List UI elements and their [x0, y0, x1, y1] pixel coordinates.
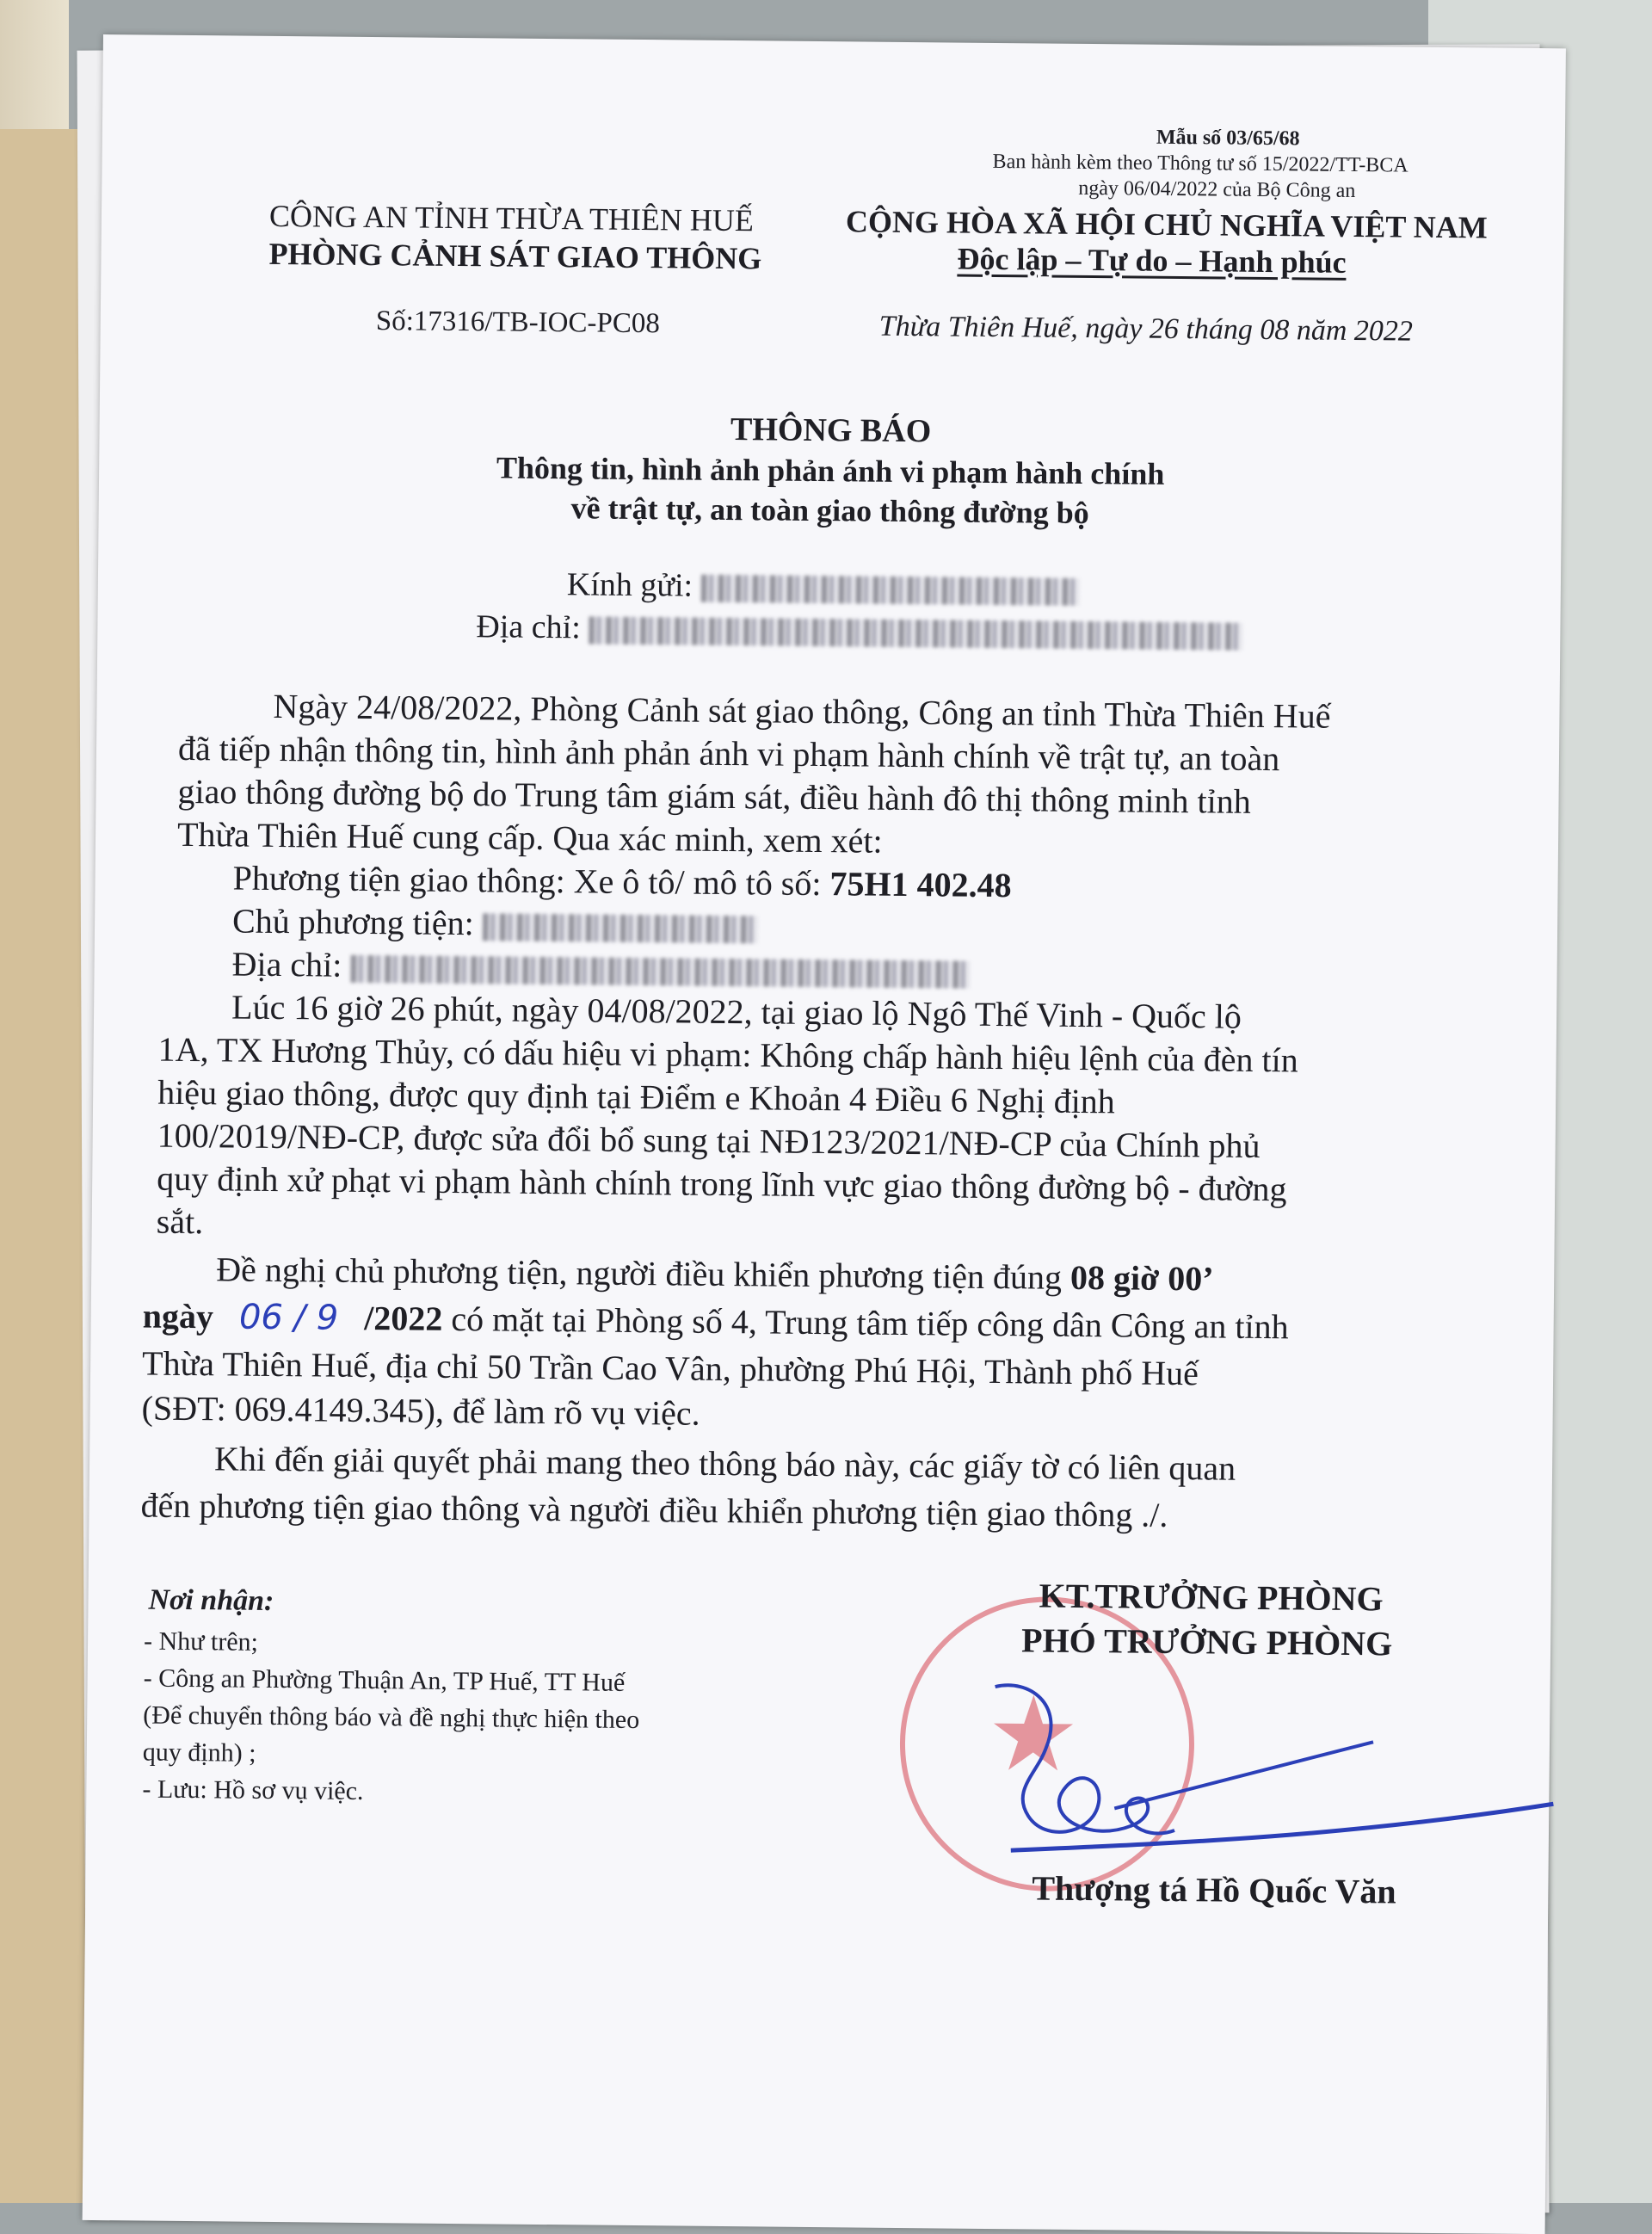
- signatory-name: Thượng tá Hồ Quốc Văn: [1032, 1868, 1396, 1911]
- paragraph-1-line: đã tiếp nhận thông tin, hình ảnh phản ánh vi phạm hành chính về trật tự, an toàn: [177, 728, 1280, 779]
- owner-address-redacted: [350, 955, 970, 989]
- owner-address-row: [231, 943, 970, 990]
- recipients-item: quy định) ;: [142, 1737, 256, 1768]
- agency-line2: PHÒNG CẢNH SÁT GIAO THÔNG: [268, 236, 762, 276]
- signature-title-1: KT.TRƯỞNG PHÒNG: [1039, 1576, 1384, 1619]
- owner-row: [232, 900, 758, 946]
- instruction-line: đến phương tiện giao thông và người điều khiển phương tiện giao thông ./.: [140, 1485, 1168, 1534]
- summons-year: /2022: [363, 1298, 443, 1338]
- summons-text: Đề nghị chủ phương tiện, người điều khiển phương tiện đúng: [216, 1250, 1063, 1297]
- paragraph-2-line: hiệu giao thông, được quy định tại Điểm e Khoản 4 Điều 6 Nghị định: [157, 1072, 1116, 1121]
- summons-line-1: [216, 1249, 1214, 1299]
- agency-line1: CÔNG AN TỈNH THỪA THIÊN HUẾ: [268, 198, 755, 238]
- document-date: Thừa Thiên Huế, ngày 26 tháng 08 năm 2022: [878, 310, 1414, 348]
- recipients-heading: Nơi nhận:: [148, 1583, 274, 1617]
- recipient-label: Kính gửi:: [566, 566, 693, 604]
- notice-document: [83, 34, 1566, 2234]
- paragraph-1-line: Thừa Thiên Huế cung cấp. Qua xác minh, xem xét:: [176, 814, 883, 861]
- paragraph-2-line: quy định xử phạt vi phạm hành chính trong lĩnh vực giao thông đường bộ - đường: [157, 1158, 1287, 1209]
- summons-day-label: ngày: [142, 1296, 214, 1336]
- paragraph-2-line: 100/2019/NĐ-CP, được sửa đổi bổ sung tại NĐ123/2021/NĐ-CP của Chính phủ: [157, 1115, 1261, 1165]
- recipient-address-label: Địa chỉ:: [476, 608, 581, 646]
- paragraph-2-line: sắt.: [156, 1201, 204, 1242]
- notice-subtitle-1: Thông tin, hình ảnh phản ánh vi phạm hành chính: [496, 450, 1165, 491]
- signature-icon: [959, 1669, 1563, 1899]
- paragraph-1-line: Ngày 24/08/2022, Phòng Cảnh sát giao thông, Công an tỉnh Thừa Thiên Huế: [273, 686, 1331, 736]
- owner-label: Chủ phương tiện:: [231, 901, 474, 943]
- notice-title: THÔNG BÁO: [730, 411, 932, 450]
- recipients-item: - Công an Phường Thuận An, TP Huế, TT Huế: [143, 1663, 626, 1697]
- instruction-line: Khi đến giải quyết phải mang theo thông báo này, các giấy tờ có liên quan: [213, 1439, 1236, 1488]
- seal-star-icon: ★: [986, 1676, 1081, 1793]
- vehicle-label: Phương tiện giao thông: Xe ô tô/ mô tô số:: [232, 858, 822, 904]
- paragraph-2-line: 1A, TX Hương Thủy, có dấu hiệu vi phạm: Không chấp hành hiệu lệnh của đèn tín: [157, 1029, 1298, 1080]
- form-number: Mẫu số 03/65/68: [1156, 126, 1300, 151]
- owner-address-label: Địa chỉ:: [231, 944, 342, 984]
- vehicle-plate: 75H1 402.48: [829, 864, 1012, 905]
- recipient-address-row: [476, 608, 1242, 653]
- summons-line-3: Thừa Thiên Huế, địa chỉ 50 Trần Cao Vân, phường Phú Hội, Thành phố Huế: [141, 1343, 1199, 1393]
- summons-line-2: [142, 1296, 1288, 1348]
- summons-time: 08 giờ 00’: [1069, 1257, 1214, 1299]
- form-issued-by: Ban hành kèm theo Thông tư số 15/2022/TT-BCA: [992, 150, 1409, 177]
- handwritten-date: 06 / 9: [238, 1297, 339, 1338]
- recipients-item: - Như trên;: [143, 1626, 259, 1657]
- recipient-row: [567, 565, 1080, 608]
- notice-subtitle-2: về trật tự, an toàn giao thông đường bộ: [570, 491, 1090, 531]
- form-issued-date: ngày 06/04/2022 của Bộ Công an: [1078, 176, 1356, 202]
- document-reference: Số:17316/TB-IOC-PC08: [375, 305, 661, 340]
- paragraph-1-line: giao thông đường bộ do Trung tâm giám sát, điều hành đô thị thông minh tỉnh: [177, 771, 1251, 821]
- paragraph-2-line: Lúc 16 giờ 26 phút, ngày 04/08/2022, tại giao lộ Ngô Thế Vinh - Quốc lộ: [231, 987, 1242, 1036]
- vehicle-row: [232, 857, 1011, 905]
- recipient-address-redacted: [589, 617, 1242, 651]
- recipients-item: - Lưu: Hồ sơ vụ việc.: [142, 1774, 364, 1805]
- owner-name-redacted: [483, 913, 758, 943]
- signature-title-2: PHÓ TRƯỞNG PHÒNG: [1020, 1620, 1393, 1663]
- recipient-name-redacted: [700, 575, 1079, 606]
- recipients-item: (Để chuyển thông báo và đề nghị thực hiện theo: [143, 1700, 640, 1735]
- republic-line1: CỘNG HÒA XÃ HỘI CHỦ NGHĨA VIỆT NAM: [845, 204, 1488, 245]
- summons-location: có mặt tại Phòng số 4, Trung tâm tiếp công dân Công an tỉnh: [451, 1299, 1289, 1347]
- summons-line-4: (SĐT: 069.4149.345), để làm rõ vụ việc.: [141, 1388, 700, 1433]
- republic-motto: Độc lập – Tự do – Hạnh phúc: [957, 241, 1347, 280]
